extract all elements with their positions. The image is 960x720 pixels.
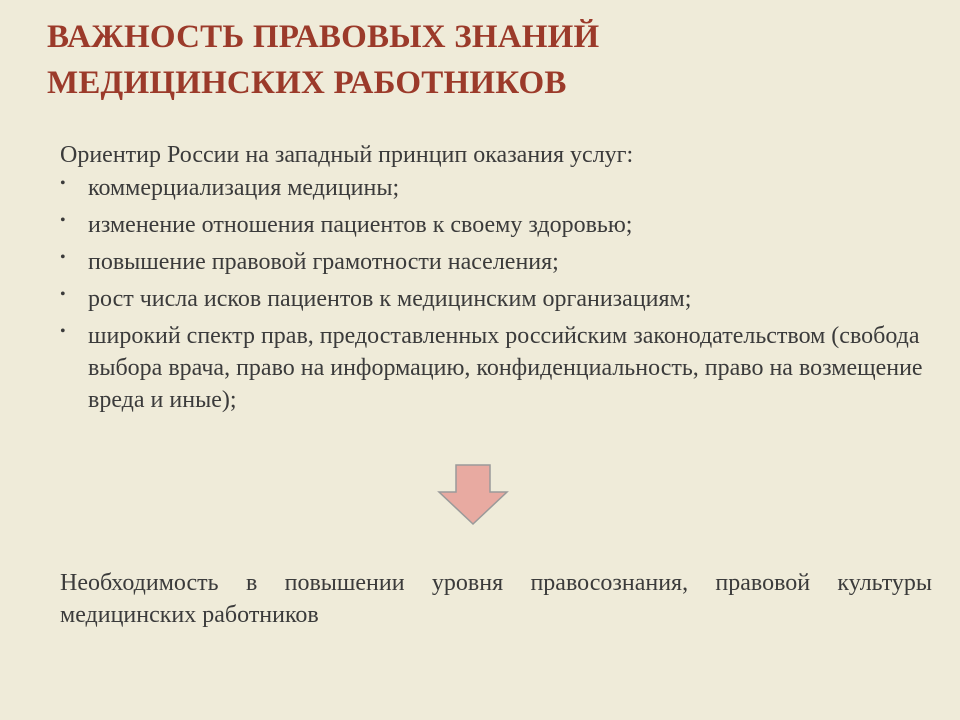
down-arrow-icon: [437, 464, 509, 526]
bullet-icon: •: [60, 323, 66, 340]
bullet-item: [60, 283, 940, 315]
bullet-text: широкий спектр прав, предоставленных российским законодательством (свобода выбора врача, право на информацию, конфиденциальность, право на возмещение вреда и иные);: [88, 323, 923, 413]
bullet-icon: •: [60, 175, 66, 192]
bullet-item: [60, 320, 940, 416]
intro-text: Ориентир России на западный принцип оказания услуг:: [60, 142, 634, 168]
bullet-text: коммерциализация медицины;: [88, 175, 400, 201]
bullet-icon: •: [60, 212, 66, 229]
bullet-text: повышение правовой грамотности населения;: [88, 249, 559, 275]
slide-title: [47, 14, 927, 106]
bullet-text: рост числа исков пациентов к медицинским организациям;: [88, 286, 692, 312]
bullet-icon: •: [60, 286, 66, 303]
bullet-item: [60, 172, 940, 204]
conclusion-text: Необходимость в повышении уровня правосознания, правовой культуры медицинских работников: [60, 570, 932, 628]
slide-title-line-1: ВАЖНОСТЬ ПРАВОВЫХ ЗНАНИЙ: [47, 19, 600, 55]
bullet-list: [60, 172, 940, 421]
bullet-icon: •: [60, 249, 66, 266]
bullet-item: [60, 209, 940, 241]
slide-title-line-2: МЕДИЦИНСКИХ РАБОТНИКОВ: [47, 65, 567, 101]
bullet-item: [60, 246, 940, 278]
bullet-text: изменение отношения пациентов к своему здоровью;: [88, 212, 633, 238]
